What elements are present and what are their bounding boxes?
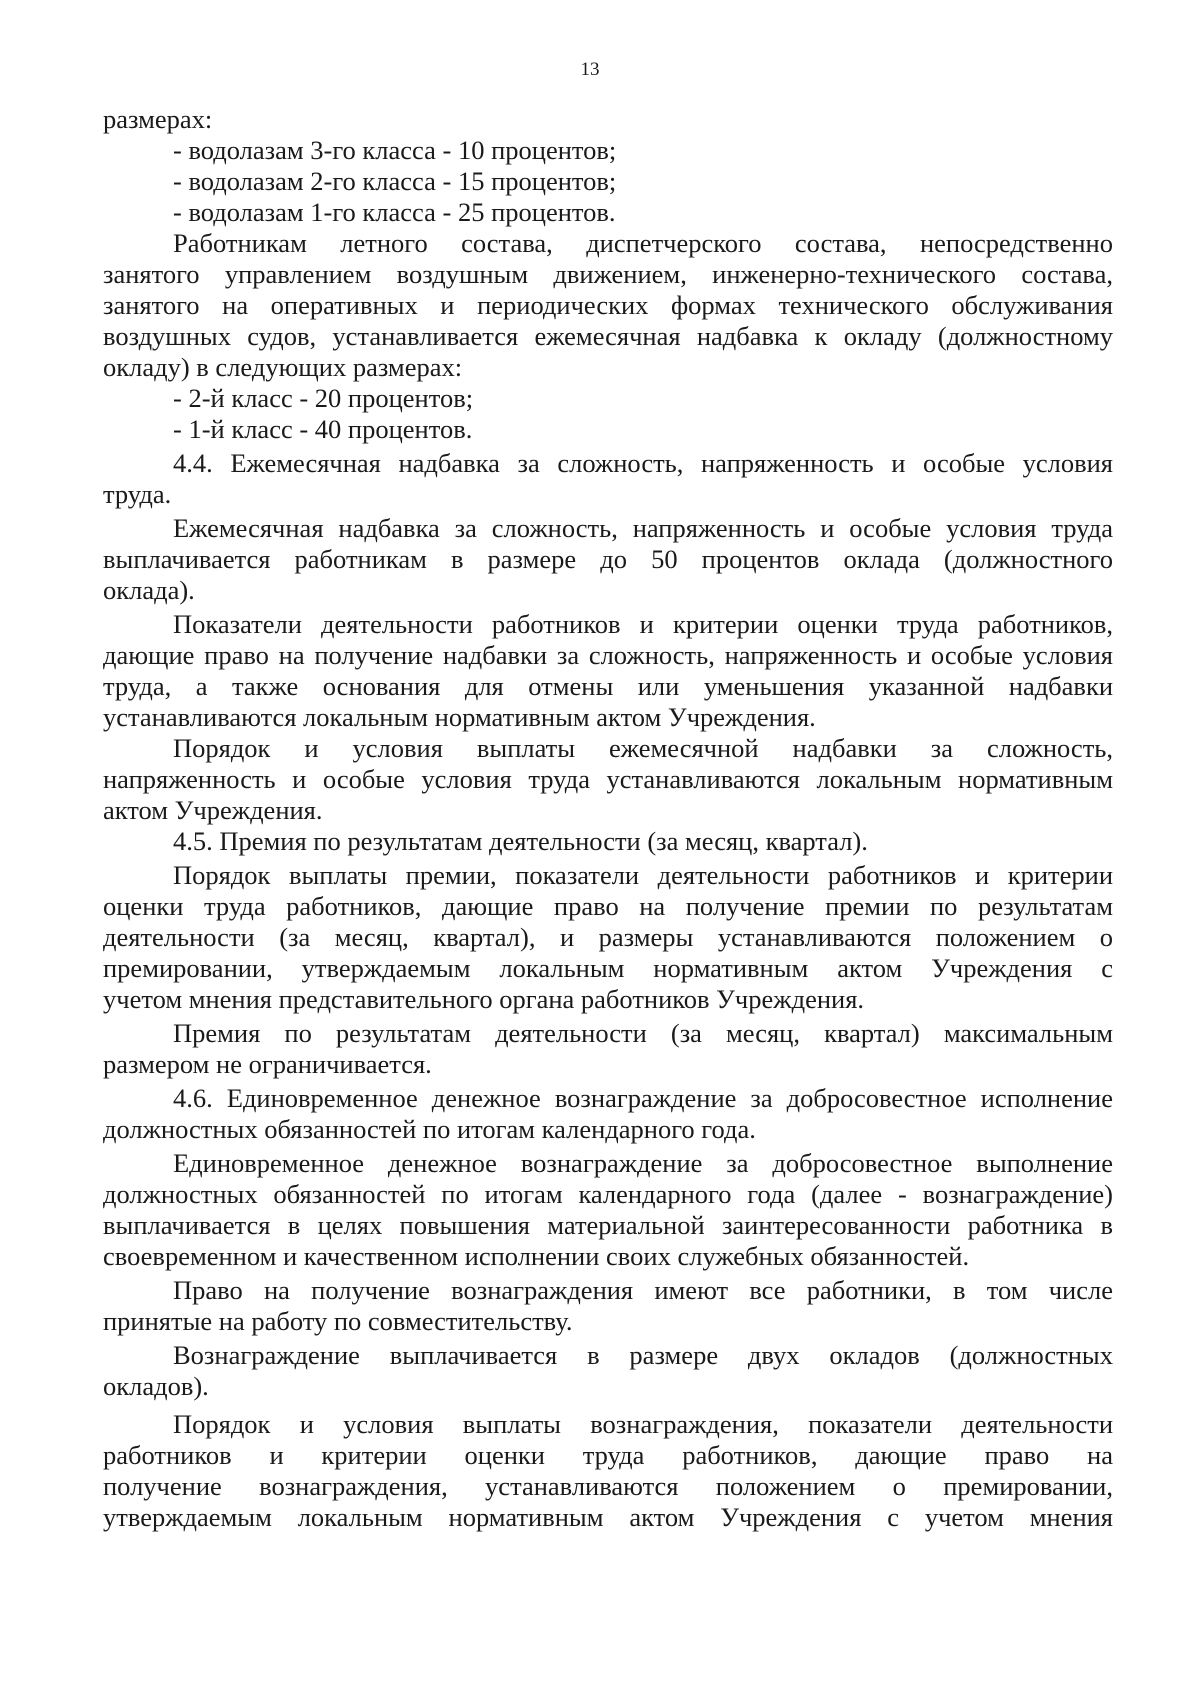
paragraph-line: своевременном и качественном исполнении своих служебных обязанностей.	[103, 1241, 970, 1271]
paragraph-line: Порядок и условия выплаты ежемесячной надбавки за сложность,	[173, 733, 1113, 763]
paragraph-line: труда, а также основания для отмены или уменьшения указанной надбавки	[103, 671, 1113, 701]
list-item: - 2-й класс - 20 процентов;	[173, 383, 474, 413]
paragraph-line: занятого управлением воздушным движением, инженерно-технического состава,	[103, 259, 1113, 289]
paragraph-line: учетом мнения представительного органа работников Учреждения.	[103, 984, 865, 1014]
paragraph-line: воздушных судов, устанавливается ежемесячная надбавка к окладу (должностному	[103, 321, 1113, 351]
paragraph-line: размером не ограничивается.	[103, 1049, 432, 1079]
list-item: - водолазам 2-го класса - 15 процентов;	[173, 166, 617, 196]
section-heading-line: должностных обязанностей по итогам календарного года.	[103, 1114, 756, 1144]
paragraph-line: Единовременное денежное вознаграждение за добросовестное выполнение	[173, 1148, 1113, 1178]
paragraph-line: Ежемесячная надбавка за сложность, напряженность и особые условия труда	[173, 513, 1113, 543]
document-body	[103, 104, 1113, 1533]
paragraph-line: утверждаемым локальным нормативным актом Учреждения с учетом мнения	[103, 1502, 1113, 1532]
paragraph-line: Порядок выплаты премии, показатели деятельности работников и критерии	[173, 860, 1113, 890]
paragraph-line: принятые на работу по совместительству.	[103, 1306, 573, 1336]
list-item: - водолазам 3-го класса - 10 процентов;	[173, 135, 617, 165]
paragraph-line: получение вознаграждения, устанавливаются положением о премировании,	[103, 1471, 1113, 1501]
paragraph-line: работников и критерии оценки труда работников, дающие право на	[103, 1440, 1113, 1470]
paragraph-line: Право на получение вознаграждения имеют все работники, в том числе	[173, 1275, 1113, 1305]
list-item: - 1-й класс - 40 процентов.	[173, 414, 473, 444]
paragraph-line: устанавливаются локальным нормативным актом Учреждения.	[103, 702, 816, 732]
section-heading-line: 4.5. Премия по результатам деятельности (за месяц, квартал).	[173, 826, 868, 856]
section-heading-line: труда.	[103, 479, 172, 509]
paragraph-line: премировании, утверждаемым локальным нормативным актом Учреждения с	[103, 953, 1113, 983]
paragraph-line: напряженность и особые условия труда устанавливаются локальным нормативным	[103, 764, 1113, 794]
paragraph-line: выплачивается в целях повышения материальной заинтересованности работника в	[103, 1210, 1113, 1240]
paragraph-line: Премия по результатам деятельности (за месяц, квартал) максимальным	[173, 1018, 1113, 1048]
paragraph-line: Вознаграждение выплачивается в размере двух окладов (должностных	[173, 1340, 1113, 1370]
paragraph-line: оклада).	[103, 575, 195, 605]
paragraph-line: Порядок и условия выплаты вознаграждения, показатели деятельности	[173, 1409, 1113, 1439]
paragraph-line: окладов).	[103, 1371, 209, 1401]
paragraph-line: выплачивается работникам в размере до 50 процентов оклада (должностного	[103, 544, 1113, 574]
paragraph-line: занятого на оперативных и периодических формах технического обслуживания	[103, 290, 1113, 320]
paragraph-line: актом Учреждения.	[103, 795, 323, 825]
paragraph-line: деятельности (за месяц, квартал), и размеры устанавливаются положением о	[103, 922, 1113, 952]
paragraph-line: оценки труда работников, дающие право на получение премии по результатам	[103, 891, 1113, 921]
text-line: размерах:	[103, 104, 213, 134]
paragraph-line: Работникам летного состава, диспетчерского состава, непосредственно	[173, 228, 1113, 258]
page-number: 13	[580, 59, 600, 80]
section-heading-line: 4.4. Ежемесячная надбавка за сложность, напряженность и особые условия	[173, 448, 1113, 478]
paragraph-line: дающие право на получение надбавки за сложность, напряженность и особые условия	[103, 640, 1113, 670]
paragraph-line: окладу) в следующих размерах:	[103, 352, 463, 382]
paragraph-line: должностных обязанностей по итогам календарного года (далее - вознаграждение)	[103, 1179, 1113, 1209]
list-item: - водолазам 1-го класса - 25 процентов.	[173, 197, 616, 227]
section-heading-line: 4.6. Единовременное денежное вознаграждение за добросовестное исполнение	[173, 1083, 1113, 1113]
paragraph-line: Показатели деятельности работников и критерии оценки труда работников,	[173, 609, 1113, 639]
